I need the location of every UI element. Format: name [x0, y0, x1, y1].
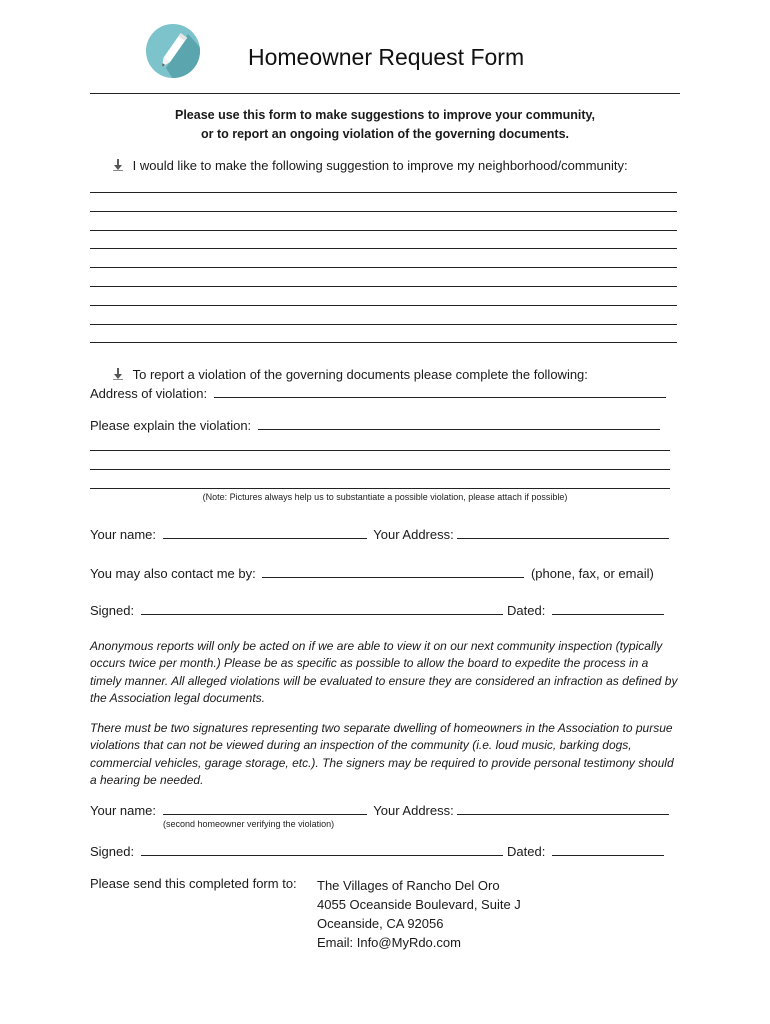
second-date-field[interactable] — [552, 842, 664, 856]
violation-prompt: To report a violation of the governing documents please complete the following: — [132, 367, 588, 382]
arrow-down-bullet-icon — [111, 367, 125, 381]
photo-note: (Note: Pictures always help us to substantiate a possible violation, please attach if possible) — [202, 492, 568, 502]
suggestion-line[interactable] — [90, 305, 677, 306]
second-name-label: Your name: — [90, 803, 157, 818]
suggestion-line[interactable] — [90, 267, 677, 268]
suggestion-line[interactable] — [90, 248, 677, 249]
second-name-field[interactable] — [163, 801, 367, 815]
second-owner-name-row — [90, 801, 669, 818]
violation-explain-line[interactable] — [90, 488, 670, 489]
second-address-field[interactable] — [457, 801, 669, 815]
two-signature-policy-paragraph: There must be two signatures representing two separate dwelling of homeowners in the Association to pursue violations that can not be viewed during an inspection of the community (i.e. loud music, barking dogs, commercial vehicles, garage storage, etc.). The signers may be required to provide personal testimony should a hearing be needed. — [90, 721, 674, 788]
intro-line-2: or to report an ongoing violation of the governing documents. — [200, 127, 570, 141]
logo — [146, 24, 200, 78]
violation-address-field[interactable] — [214, 384, 666, 398]
violation-address-row — [90, 384, 666, 401]
send-to-label: Please send this completed form to: — [90, 876, 297, 891]
signature-field[interactable] — [141, 601, 503, 615]
send-to-street: 4055 Oceanside Boulevard, Suite J — [317, 897, 521, 912]
second-signed-label: Signed: — [90, 844, 135, 859]
second-dated-row — [507, 842, 664, 859]
send-to-address — [317, 876, 521, 952]
signed-label: Signed: — [90, 603, 135, 618]
your-name-field[interactable] — [163, 525, 367, 539]
page-title: Homeowner Request Form — [248, 44, 525, 70]
your-address-label: Your Address: — [373, 527, 454, 542]
violation-explain-field[interactable] — [258, 416, 660, 430]
title-divider — [90, 93, 680, 94]
your-name-label: Your name: — [90, 527, 157, 542]
send-to-city: Oceanside, CA 92056 — [317, 916, 444, 931]
violation-explain-line[interactable] — [90, 469, 670, 470]
second-address-label: Your Address: — [373, 803, 454, 818]
suggestion-line[interactable] — [90, 286, 677, 287]
suggestion-line[interactable] — [90, 192, 677, 193]
violation-explain-label: Please explain the violation: — [90, 418, 252, 433]
signed-row — [90, 601, 503, 618]
violation-address-label: Address of violation: — [90, 386, 208, 401]
anonymous-policy-paragraph: Anonymous reports will only be acted on if we are able to view it on our next community inspection (typically occurs twice per month.) Please be as specific as possible to allow the board to expedite the process in a timely manner. All alleged violations will be evaluated to ensure they are considered an infraction as defined by the Association legal documents. — [90, 639, 678, 706]
suggestion-line[interactable] — [90, 324, 677, 325]
suggestion-prompt-row — [111, 158, 628, 173]
second-dated-label: Dated: — [507, 844, 546, 859]
dated-row — [507, 601, 664, 618]
dated-label: Dated: — [507, 603, 546, 618]
second-signed-row — [90, 842, 503, 859]
intro-line-1: Please use this form to make suggestions to improve your community, — [174, 108, 595, 122]
second-signature-field[interactable] — [141, 842, 503, 856]
pencil-icon — [146, 24, 200, 78]
send-to-email: Email: Info@MyRdo.com — [317, 935, 461, 950]
date-field[interactable] — [552, 601, 664, 615]
contact-field[interactable] — [262, 564, 524, 578]
send-to-org: The Villages of Rancho Del Oro — [317, 878, 500, 893]
contact-hint: (phone, fax, or email) — [530, 566, 654, 581]
suggestion-line[interactable] — [90, 230, 677, 231]
arrow-down-bullet-icon — [111, 158, 125, 172]
violation-explain-line[interactable] — [90, 450, 670, 451]
violation-explain-row — [90, 416, 660, 433]
reporter-name-row — [90, 525, 669, 542]
intro-text — [90, 106, 680, 144]
your-address-field[interactable] — [457, 525, 669, 539]
suggestion-line[interactable] — [90, 211, 677, 212]
contact-row — [90, 564, 654, 581]
suggestion-line[interactable] — [90, 342, 677, 343]
suggestion-prompt: I would like to make the following suggestion to improve my neighborhood/community: — [132, 158, 628, 173]
second-owner-note: (second homeowner verifying the violation) — [163, 819, 335, 829]
contact-label: You may also contact me by: — [90, 566, 256, 581]
violation-prompt-row — [111, 367, 588, 382]
